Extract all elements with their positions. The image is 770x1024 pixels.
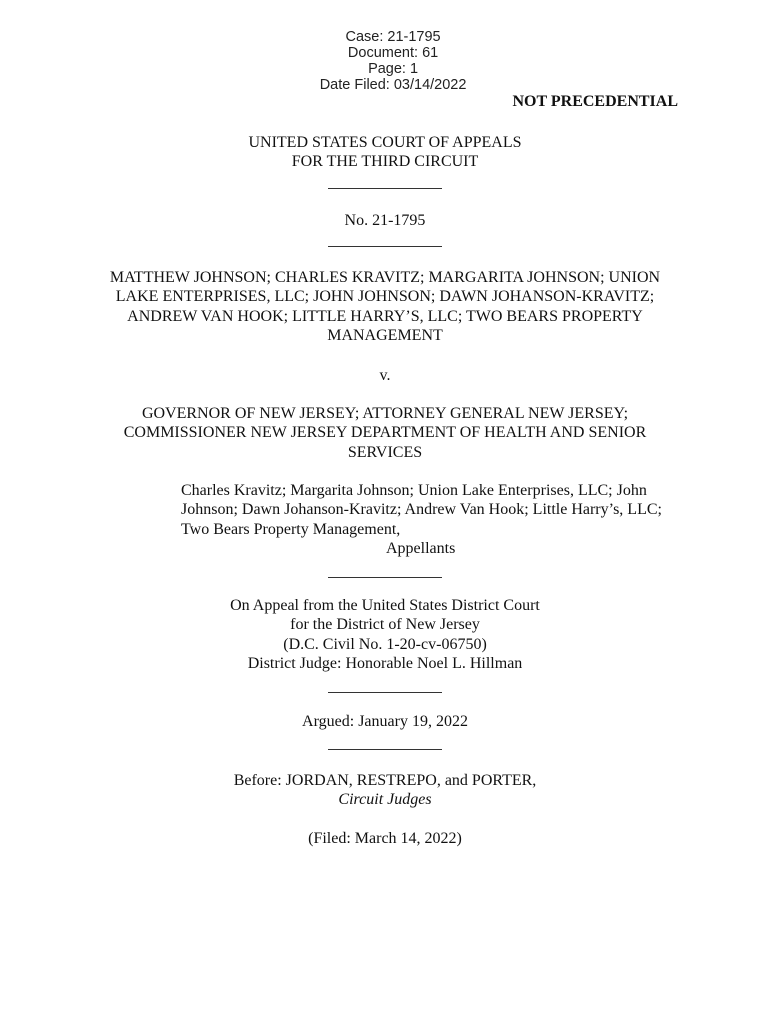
appeal-line: District Judge: Honorable Noel L. Hillman <box>247 654 523 672</box>
appellants-label: Appellants <box>386 540 456 557</box>
caption-line: COMMISSIONER NEW JERSEY DEPARTMENT OF HEALTH AND SENIOR <box>123 424 647 442</box>
argued-date: Argued: January 19, 2022 <box>302 713 468 730</box>
date-filed: Date Filed: 03/14/2022 <box>319 77 467 93</box>
document-number: Document: 61 <box>347 45 439 61</box>
appellants-line: Two Bears Property Management, <box>181 520 401 538</box>
appeal-info <box>0 596 770 673</box>
caption-line: MANAGEMENT <box>327 326 443 344</box>
caption-line: MATTHEW JOHNSON; CHARLES KRAVITZ; MARGARITA JOHNSON; UNION <box>109 269 661 286</box>
caption-line: GOVERNOR OF NEW JERSEY; ATTORNEY GENERAL NEW JERSEY; <box>141 405 629 422</box>
appellants-line: Johnson; Dawn Johanson-Kravitz; Andrew Van Hook; Little Harry’s, LLC; <box>181 501 662 519</box>
appeal-line: (D.C. Civil No. 1-20-cv-06750) <box>283 635 487 653</box>
divider <box>328 246 442 247</box>
court-name <box>0 133 770 172</box>
panel-judges: Before: JORDAN, RESTREPO, and PORTER, <box>233 772 537 789</box>
appeal-line: On Appeal from the United States District Court <box>230 597 540 614</box>
court-name-line: UNITED STATES COURT OF APPEALS <box>248 134 522 151</box>
caption-line: SERVICES <box>347 443 423 461</box>
divider <box>328 749 442 750</box>
appellants-line: Charles Kravitz; Margarita Johnson; Union Lake Enterprises, LLC; John <box>181 482 647 499</box>
defendants-caption <box>90 404 680 462</box>
case-number: Case: 21-1795 <box>345 29 441 45</box>
versus: v. <box>379 367 391 384</box>
divider <box>328 188 442 189</box>
appeal-line: for the District of New Jersey <box>290 616 480 634</box>
filed-date: (Filed: March 14, 2022) <box>308 830 462 847</box>
plaintiffs-caption <box>90 268 680 345</box>
panel-title: Circuit Judges <box>338 791 432 808</box>
page-number: Page: 1 <box>368 61 419 77</box>
divider <box>328 692 442 693</box>
appellants-list <box>181 481 681 539</box>
divider <box>328 577 442 578</box>
precedential-status: NOT PRECEDENTIAL <box>512 93 678 110</box>
court-name-line: FOR THE THIRD CIRCUIT <box>291 153 479 171</box>
docket-number: No. 21-1795 <box>344 212 426 229</box>
caption-line: ANDREW VAN HOOK; LITTLE HARRY’S, LLC; TWO BEARS PROPERTY <box>127 307 643 325</box>
caption-line: LAKE ENTERPRISES, LLC; JOHN JOHNSON; DAWN JOHANSON-KRAVITZ; <box>115 288 655 306</box>
